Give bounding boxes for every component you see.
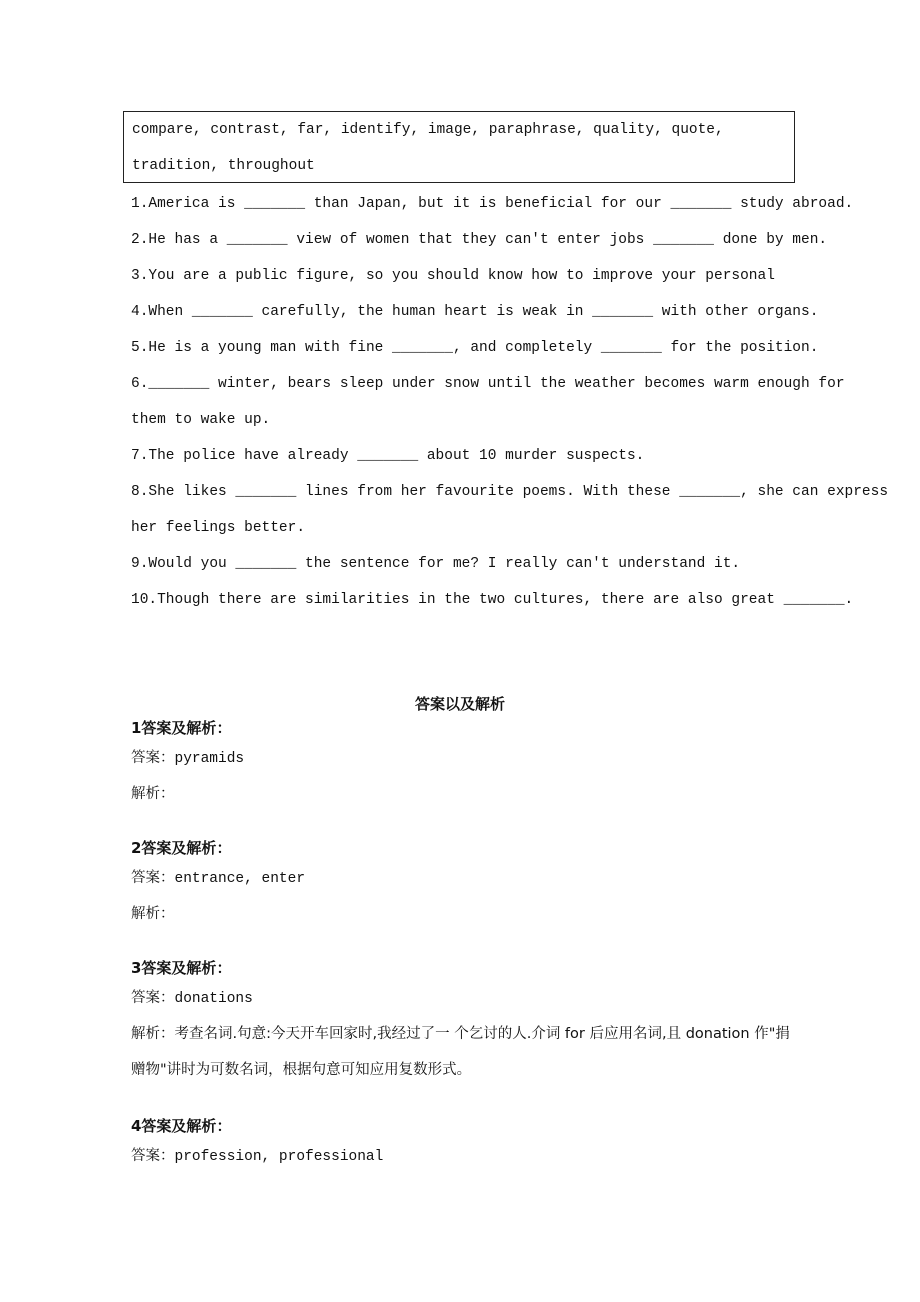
word-bank-box	[123, 111, 795, 183]
question-1: 1.America is _______ than Japan, but it is beneficial for our _______ study abroad.	[131, 196, 854, 212]
answer-2-title: 2答案及解析：	[131, 839, 232, 857]
answer-1-value: pyramids	[174, 751, 245, 767]
answer-4-value: profession, professional	[174, 1149, 384, 1165]
answer-1-title: 1答案及解析：	[131, 719, 232, 737]
answer-2-value: entrance, enter	[174, 871, 306, 887]
question-5: 5.He is a young man with fine _______, and completely _______ for the position.	[131, 340, 819, 356]
question-8: 8.She likes _______ lines from her favourite poems. With these _______, she can express	[131, 484, 889, 500]
explanation-3-block	[131, 1016, 791, 1088]
answer-label: 答案：	[131, 990, 175, 1006]
explanation-label: 解析：	[131, 1026, 175, 1042]
question-9: 9.Would you _______ the sentence for me? I really can't understand it.	[131, 556, 741, 572]
explanation-2-line	[131, 904, 175, 925]
answer-4-line	[131, 1146, 383, 1167]
question-3: 3.You are a public figure, so you should know how to improve your personal	[131, 268, 775, 284]
question-10: 10.Though there are similarities in the two cultures, there are also great _______.	[131, 592, 854, 608]
question-8-continued: her feelings better.	[131, 520, 306, 536]
answer-3-title: 3答案及解析：	[131, 959, 232, 977]
answer-4-title: 4答案及解析：	[131, 1117, 232, 1135]
question-7: 7.The police have already _______ about 10 murder suspects.	[131, 448, 645, 464]
answers-heading: 答案以及解析	[414, 695, 505, 713]
answer-1-line	[131, 748, 244, 769]
question-4: 4.When _______ carefully, the human heart is weak in _______ with other organs.	[131, 304, 819, 320]
answer-label: 答案：	[131, 1148, 175, 1164]
answer-label: 答案：	[131, 750, 175, 766]
explanation-label: 解析：	[131, 906, 175, 922]
answer-3-line	[131, 988, 253, 1009]
question-6: 6._______ winter, bears sleep under snow until the weather becomes warm enough for	[131, 376, 845, 392]
answer-2-line	[131, 868, 305, 889]
answer-3-value: donations	[174, 991, 253, 1007]
word-bank-text: compare, contrast, far, identify, image, paraphrase, quality, quote, tradition, throughout	[132, 122, 724, 174]
explanation-1-line	[131, 784, 175, 805]
explanation-3-text: 考查名词.句意:今天开车回家时,我经过了一 个乞讨的人.介词 for 后应用名词,且 donation 作"捐赠物"讲时为可数名词，根据句意可知应用复数形式。	[131, 1026, 790, 1078]
explanation-label: 解析：	[131, 786, 175, 802]
question-6-continued: them to wake up.	[131, 412, 271, 428]
answer-label: 答案：	[131, 870, 175, 886]
question-2: 2.He has a _______ view of women that they can't enter jobs _______ done by men.	[131, 232, 828, 248]
